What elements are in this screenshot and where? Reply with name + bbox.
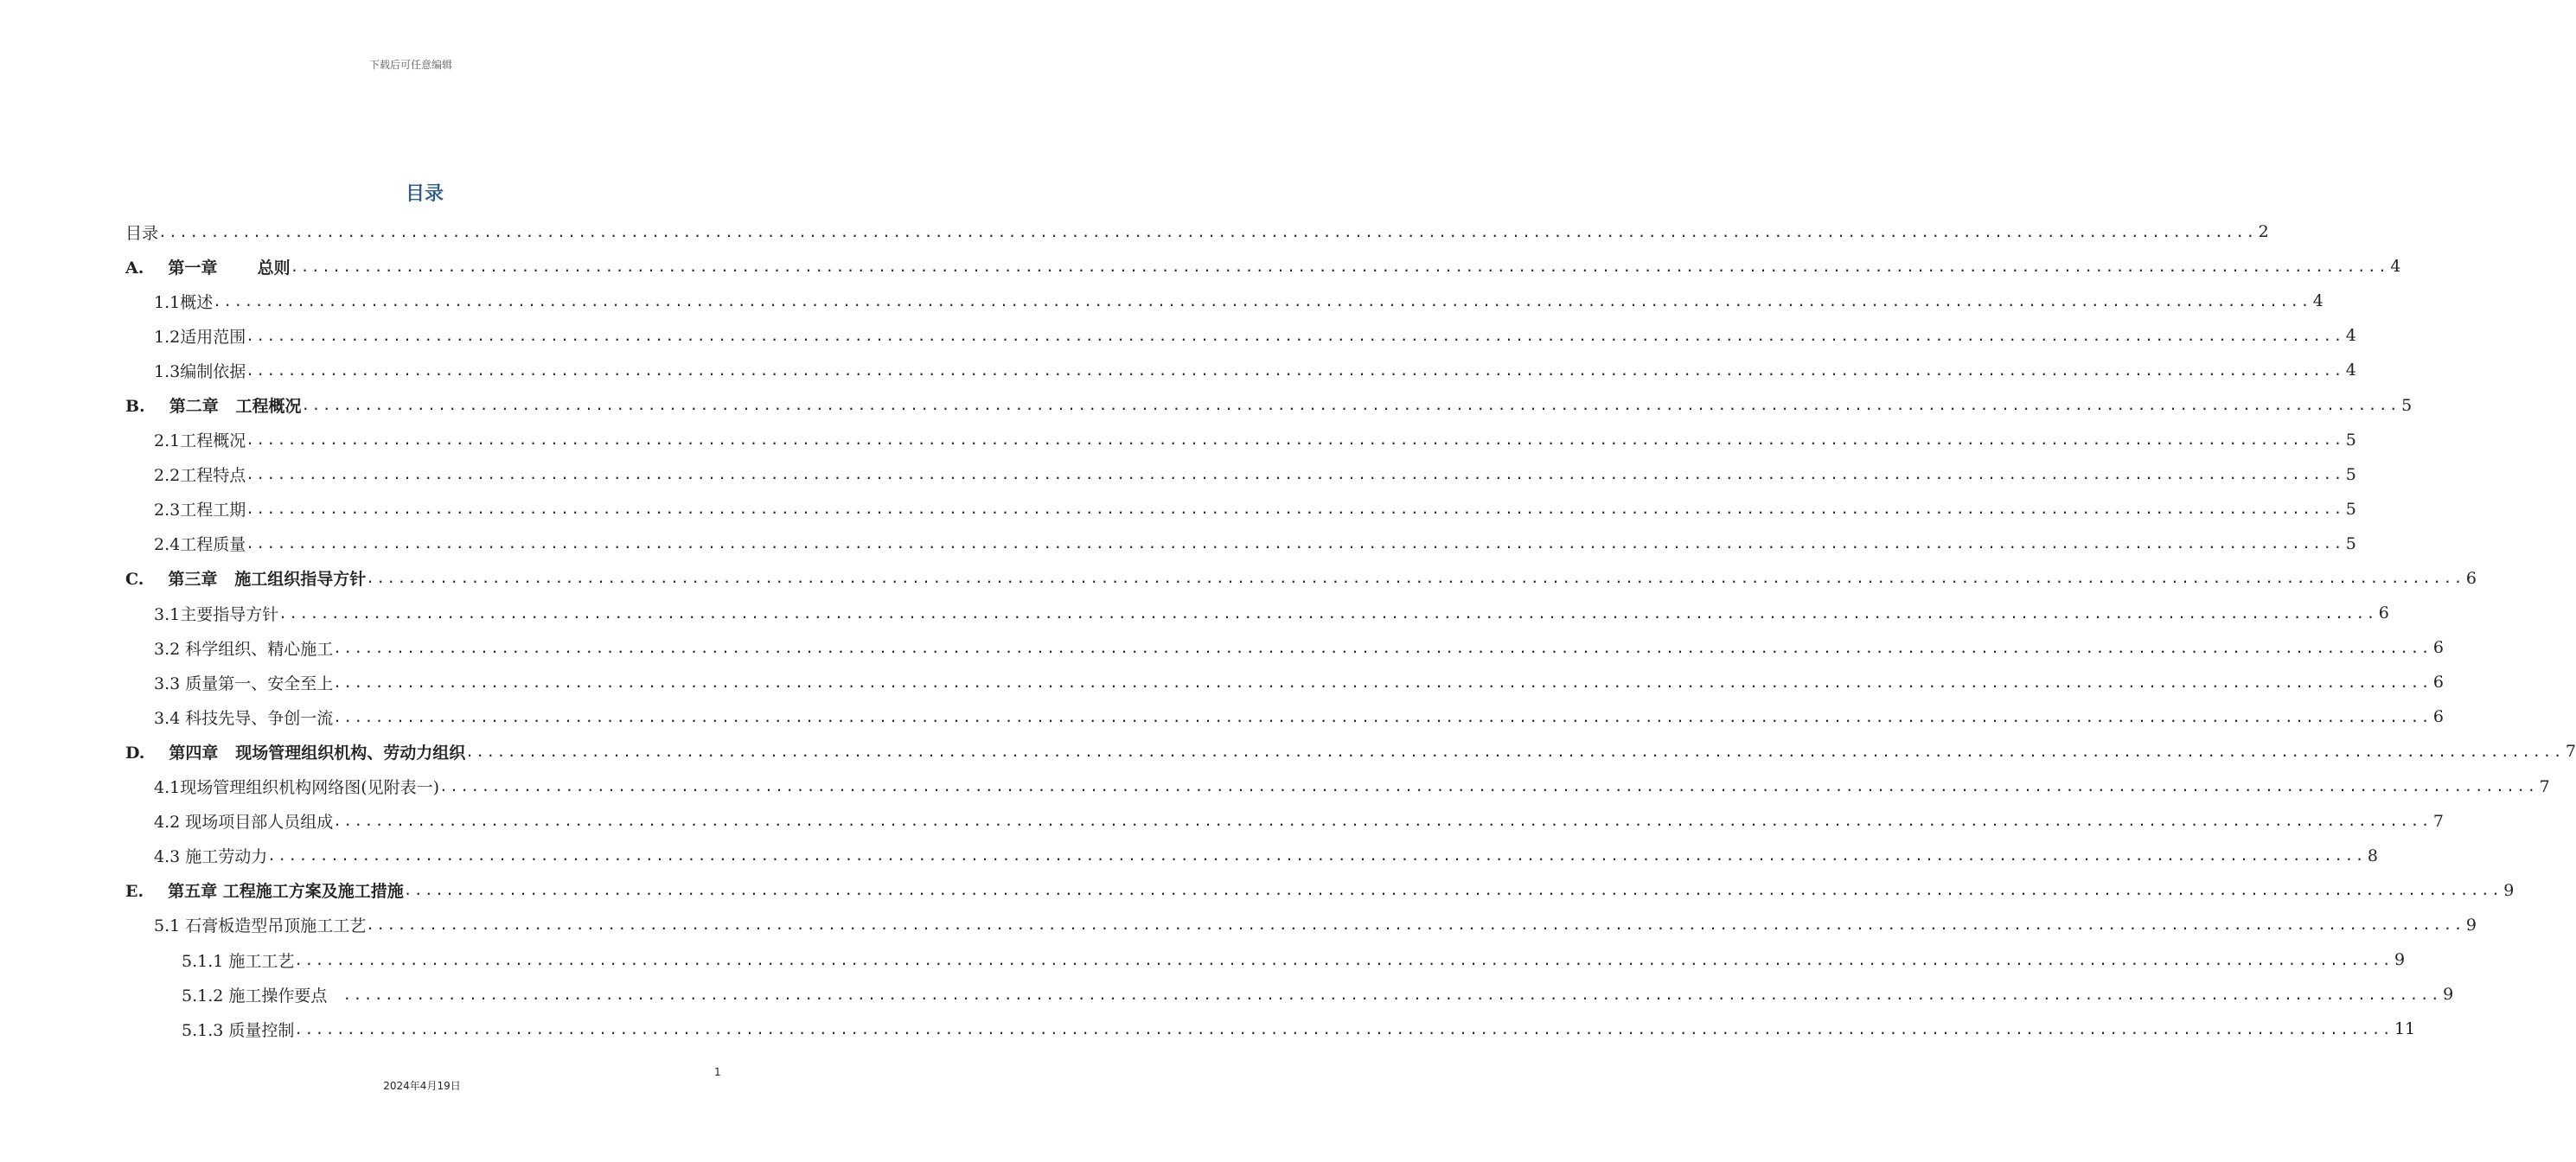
- toc-section-entry[interactable]: [125, 769, 2550, 804]
- toc-section-entry[interactable]: [125, 596, 2389, 630]
- toc-entry-text: 1.1概述: [154, 292, 214, 312]
- toc-entry-label: [125, 878, 404, 902]
- page-header: 下载后可任意编辑: [368, 59, 452, 71]
- toc-entry-text: 3.1主要指导方针: [154, 604, 279, 624]
- toc-entry-label: [154, 290, 213, 313]
- toc-entry-label: [125, 393, 302, 417]
- toc-entry-text: 5.1.1 施工工艺: [182, 951, 295, 971]
- toc-page-number: 4: [2312, 291, 2324, 311]
- toc-page-number: 5: [2345, 499, 2356, 519]
- toc-dot-leader: ........................................................................................................................................................................................................: [333, 813, 2432, 830]
- toc-page-number: 9: [2443, 985, 2454, 1005]
- toc-page-number: 6: [2432, 673, 2444, 693]
- toc-entry-label: [154, 671, 333, 694]
- toc-entry-text: 第二章 工程概况: [169, 397, 302, 417]
- toc-dot-leader: ........................................................................................................................................................................................................: [294, 1020, 2393, 1038]
- toc-entry-label: [154, 636, 333, 660]
- toc-page-number: 6: [2465, 568, 2477, 588]
- toc-entry-label: [154, 463, 246, 486]
- toc-entry-number: C.: [125, 570, 144, 590]
- toc-entry-text: 3.4 科技先导、争创一流: [154, 708, 334, 728]
- toc-page-number: 4: [2345, 361, 2356, 380]
- toc-entry-label: [125, 220, 158, 244]
- toc-entry-text: 3.2 科学组织、精心施工: [154, 639, 334, 659]
- toc-page-number: 9: [2465, 915, 2477, 935]
- toc-section-entry[interactable]: [125, 630, 2444, 665]
- toc-entry-text: 第一章 总则: [168, 258, 291, 278]
- toc-page-number: 9: [2503, 880, 2515, 900]
- toc-dot-leader: ........................................................................................................................................................................................................: [278, 604, 2377, 622]
- toc-entry-text: 2.2工程特点: [154, 466, 246, 486]
- toc-chapter-entry[interactable]: [125, 561, 2477, 596]
- toc-section-entry[interactable]: [125, 1012, 2416, 1046]
- toc-dot-leader: ........................................................................................................................................................................................................: [333, 674, 2432, 691]
- toc-entry-text: 第四章 现场管理组织机构、劳动力组织: [169, 743, 466, 763]
- toc-page-number: 9: [2394, 950, 2406, 970]
- toc-entry-text: 第五章 工程施工方案及施工措施: [168, 882, 404, 902]
- toc-entry-label: [154, 532, 246, 555]
- toc-entry-label: [182, 1018, 294, 1041]
- toc-chapter-entry[interactable]: [125, 214, 2269, 249]
- toc-section-entry[interactable]: [125, 318, 2356, 353]
- toc-page-number: 7: [2432, 811, 2444, 831]
- toc-dot-leader: ........................................................................................................................................................................................................: [246, 501, 2344, 518]
- toc-section-entry[interactable]: [125, 665, 2444, 699]
- toc-page-number: 5: [2401, 395, 2413, 415]
- page-number: 1: [714, 1066, 721, 1078]
- toc-page-number: 7: [2565, 742, 2576, 762]
- toc-chapter-entry[interactable]: [125, 387, 2413, 422]
- toc-entry-text: 4.2 现场项目部人员组成: [154, 813, 334, 833]
- toc-section-entry[interactable]: [125, 804, 2444, 839]
- toc-entry-text: 5.1.3 质量控制: [182, 1020, 295, 1040]
- table-of-contents: [125, 214, 2576, 1046]
- toc-section-entry[interactable]: [125, 284, 2324, 318]
- toc-entry-text: 4.3 施工劳动力: [154, 847, 268, 867]
- toc-section-entry[interactable]: [125, 699, 2444, 734]
- toc-dot-leader: ........................................................................................................................................................................................................: [246, 535, 2344, 552]
- toc-page-number: 5: [2345, 533, 2356, 553]
- toc-page-number: 4: [2345, 326, 2356, 346]
- toc-chapter-entry[interactable]: [125, 249, 2401, 284]
- toc-entry-label: [154, 497, 246, 520]
- toc-section-entry[interactable]: [125, 527, 2356, 561]
- toc-entry-text: 2.1工程概况: [154, 431, 246, 451]
- toc-page-number: 5: [2345, 430, 2356, 450]
- toc-entry-label: [154, 359, 246, 382]
- toc-entry-text: 2.3工程工期: [154, 501, 246, 520]
- toc-page-number: 7: [2539, 776, 2550, 796]
- toc-entry-label: [154, 809, 333, 833]
- toc-chapter-entry[interactable]: [125, 734, 2576, 769]
- page-footer-date: 2024年4月19日: [383, 1080, 461, 1092]
- toc-entry-label: [182, 948, 294, 972]
- toc-entry-label: [125, 255, 291, 278]
- toc-dot-leader: ........................................................................................................................................................................................................: [439, 778, 2538, 795]
- toc-section-entry[interactable]: [125, 839, 2378, 873]
- toc-entry-label: [154, 602, 278, 625]
- toc-section-entry[interactable]: [125, 908, 2477, 942]
- toc-section-entry[interactable]: [125, 423, 2356, 457]
- toc-entry-text: 5.1.2 施工操作要点: [182, 986, 343, 1006]
- toc-dot-leader: ........................................................................................................................................................................................................: [294, 951, 2393, 968]
- toc-dot-leader: ........................................................................................................................................................................................................: [246, 431, 2344, 449]
- toc-page-number: 5: [2345, 464, 2356, 484]
- toc-section-entry[interactable]: [125, 942, 2406, 977]
- toc-entry-number: D.: [125, 743, 145, 763]
- toc-entry-number: A.: [125, 258, 144, 278]
- toc-dot-leader: ........................................................................................................................................................................................................: [333, 708, 2432, 725]
- toc-entry-label: [182, 983, 343, 1006]
- toc-entry-text: 5.1 石膏板造型吊顶施工工艺: [154, 916, 367, 936]
- toc-dot-leader: ........................................................................................................................................................................................................: [465, 743, 2564, 760]
- toc-page-number: 6: [2432, 707, 2444, 727]
- toc-entry-text: 目录: [125, 223, 159, 243]
- toc-entry-label: [154, 428, 246, 451]
- toc-entry-label: [154, 913, 366, 936]
- toc-page-number: 11: [2394, 1019, 2416, 1039]
- toc-page-number: 8: [2367, 846, 2378, 865]
- toc-dot-leader: ........................................................................................................................................................................................................: [366, 570, 2464, 587]
- toc-entry-label: [125, 566, 366, 590]
- toc-dot-leader: ........................................................................................................................................................................................................: [267, 847, 2366, 865]
- toc-dot-leader: ........................................................................................................................................................................................................: [366, 916, 2464, 934]
- toc-entry-label: [154, 324, 246, 348]
- toc-section-entry[interactable]: [125, 492, 2356, 527]
- toc-dot-leader: ........................................................................................................................................................................................................: [403, 882, 2502, 899]
- toc-title: 目录: [405, 183, 444, 205]
- toc-dot-leader: ........................................................................................................................................................................................................: [246, 361, 2344, 379]
- toc-dot-leader: ........................................................................................................................................................................................................: [301, 397, 2400, 414]
- toc-dot-leader: ........................................................................................................................................................................................................: [213, 292, 2311, 310]
- toc-page-number: 6: [2378, 603, 2389, 623]
- toc-dot-leader: ........................................................................................................................................................................................................: [290, 258, 2389, 275]
- toc-chapter-entry[interactable]: [125, 873, 2515, 908]
- toc-section-entry[interactable]: [125, 977, 2454, 1012]
- toc-page-number: 4: [2390, 257, 2401, 277]
- toc-page-number: 6: [2432, 638, 2444, 658]
- toc-entry-text: 1.3编制依据: [154, 361, 246, 381]
- toc-dot-leader: ........................................................................................................................................................................................................: [246, 327, 2344, 344]
- toc-dot-leader: ........................................................................................................................................................................................................: [246, 466, 2344, 483]
- toc-section-entry[interactable]: [125, 457, 2356, 492]
- toc-dot-leader: ........................................................................................................................................................................................................: [158, 223, 2257, 240]
- toc-entry-number: E.: [125, 882, 144, 902]
- toc-entry-number: B.: [125, 397, 145, 417]
- toc-entry-text: 第三章 施工组织指导方针: [168, 570, 367, 590]
- toc-page-number: 2: [2258, 222, 2269, 242]
- toc-dot-leader: ........................................................................................................................................................................................................: [333, 639, 2432, 656]
- toc-entry-text: 4.1现场管理组织机构网络图(见附表一): [154, 778, 440, 798]
- toc-entry-label: [154, 775, 439, 798]
- toc-entry-label: [125, 740, 465, 763]
- toc-entry-label: [154, 706, 333, 729]
- toc-entry-text: 2.4工程质量: [154, 535, 246, 555]
- toc-section-entry[interactable]: [125, 353, 2356, 387]
- toc-dot-leader: ........................................................................................................................................................................................................: [342, 986, 2442, 1003]
- toc-entry-text: 3.3 质量第一、安全至上: [154, 674, 334, 693]
- toc-entry-text: 1.2适用范围: [154, 327, 246, 347]
- toc-entry-label: [154, 844, 267, 867]
